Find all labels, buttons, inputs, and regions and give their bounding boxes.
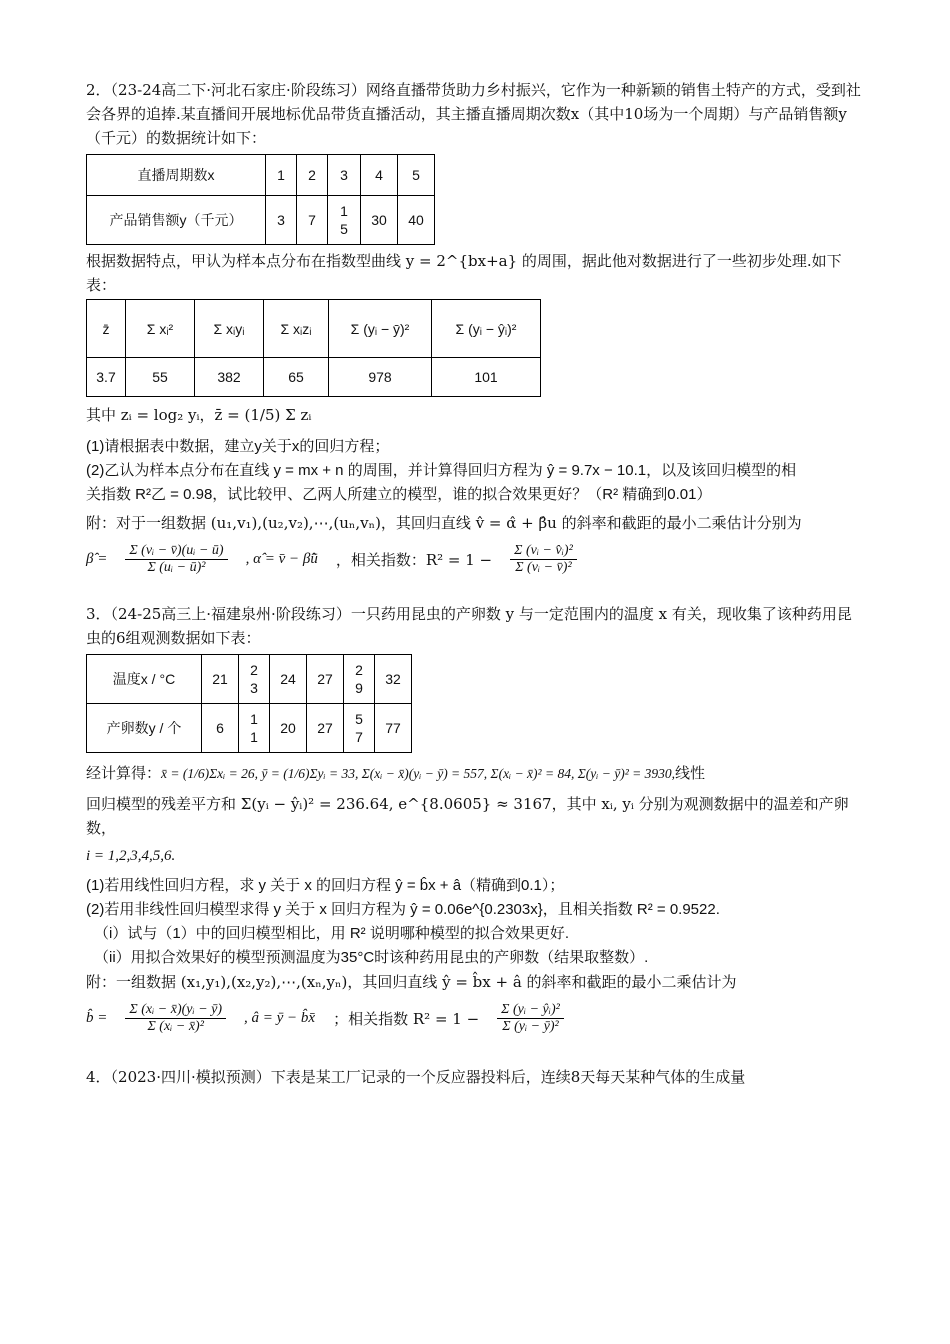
q2-summary-table	[86, 299, 541, 397]
table-row	[87, 300, 541, 358]
q3-part2i: （i）试与（1）中的回归模型相比，用 R² 说明哪种模型的拟合效果更好.	[94, 925, 570, 942]
q3-b-label: b̂ =	[86, 1010, 108, 1026]
q2-appendix: 附：对于一组数据 (u₁,v₁),(u₂,v₂),⋯,(uₙ,vₙ)，其回归直线 v̂ = α̂ + β̂u 的斜率和截距的最小二乘估计分别为	[86, 514, 802, 532]
q2-number: 2．	[86, 81, 111, 99]
q3-intro	[86, 602, 866, 650]
q3-b-numerator: Σ (xᵢ − x̄)(yᵢ − ȳ)	[125, 1002, 226, 1019]
table-row	[87, 196, 435, 245]
q3-resid: 回归模型的残差平方和 Σ(yᵢ − ŷᵢ)² = 236.64, e^{8.0605} ≈ 3167，其中 xᵢ, yᵢ 分别为观测数据中的温差和产卵数，	[86, 795, 849, 837]
table-header-cell: Σ (yᵢ − ŷᵢ)²	[432, 300, 541, 358]
q4-intro-text: 下表是某工厂记录的一个反应器投料后，连续8天每天某种气体的生成量	[270, 1068, 746, 1086]
table-cell: 4	[361, 155, 398, 196]
q3-b-denominator: Σ (xᵢ − x̄)²	[147, 1019, 204, 1034]
table-cell: 5 7	[344, 704, 375, 753]
table-cell: 24	[270, 655, 307, 704]
table-header-cell: Σ xᵢyᵢ	[195, 300, 264, 358]
q3-r2-label: ；相关指数 R² = 1 −	[333, 1010, 480, 1028]
table-cell: 65	[264, 358, 329, 397]
q2-source: （23-24高二下·河北石家庄·阶段练习）	[110, 81, 366, 99]
table-cell: 20	[270, 704, 307, 753]
table-header-cell: 产卵数y / 个	[87, 704, 202, 753]
q2-r2-denominator: Σ (vᵢ − v̄)²	[515, 560, 572, 575]
q3-calc	[86, 761, 866, 786]
table-cell: 3	[328, 155, 361, 196]
q3-calc-suffix: 线性	[674, 764, 705, 782]
q3-data-table	[86, 654, 412, 753]
table-cell: 2 9	[344, 655, 375, 704]
q3-calc-prefix: 经计算得：	[86, 764, 162, 782]
q3-part2ii: （ii）用拟合效果好的模型预测温度为35°C时该种药用昆虫的产卵数（结果取整数）.	[94, 949, 649, 966]
table-cell: 27	[307, 655, 344, 704]
table-cell: 978	[329, 358, 432, 397]
table-cell: 3	[266, 196, 297, 245]
q2-beta-label: β̂ =	[86, 551, 108, 567]
q2-formula	[86, 543, 866, 576]
q3-intro-text: 一只药用昆虫的产卵数 y 与一定范围内的温度 x 有关，现收集了该种药用昆虫的6组观测数据如下表：	[86, 605, 852, 647]
table-cell: 77	[375, 704, 412, 753]
table-cell: 101	[432, 358, 541, 397]
q4-number: 4．	[86, 1068, 111, 1086]
q3-appendix: 附：一组数据 (x₁,y₁),(x₂,y₂),⋯,(xₙ,yₙ)，其回归直线 ŷ = b̂x + â 的斜率和截距的最小二乘估计为	[86, 973, 737, 991]
table-cell: 2 3	[239, 655, 270, 704]
table-header-cell: 温度x / °C	[87, 655, 202, 704]
table-cell: 1 1	[239, 704, 270, 753]
q2-data-table	[86, 154, 435, 245]
q3-r2-numerator: Σ (yᵢ − ŷᵢ)²	[497, 1002, 564, 1019]
table-header-cell: 直播周期数x	[87, 155, 266, 196]
table-cell: 1	[266, 155, 297, 196]
table-row	[87, 655, 412, 704]
q2-part2b: 关指数 R²乙 = 0.98，试比较甲、乙两人所建立的模型，谁的拟合效果更好？（R² 精确到0.01）	[86, 486, 712, 503]
table-cell: 55	[126, 358, 195, 397]
q2-part2a: (2)乙认为样本点分布在直线 y = mx + n 的周围，并计算得回归方程为 ŷ = 9.7x − 10.1，以及该回归模型的相	[86, 462, 797, 479]
table-cell: 382	[195, 358, 264, 397]
table-header-cell: Σ (yᵢ − ȳ)²	[329, 300, 432, 358]
q2-r2-fraction	[510, 543, 577, 576]
q2-text-after-table: 根据数据特点，甲认为样本点分布在指数型曲线 y = 2^{bx+a} 的周围，据此他对数据进行了一些初步处理.如下表：	[86, 252, 842, 294]
table-cell: 2	[297, 155, 328, 196]
table-header-cell: Σ xᵢ²	[126, 300, 195, 358]
q4-source: （2023·四川·模拟预测）	[110, 1068, 271, 1086]
q3-calc-values: x̄ = (1/6)Σxᵢ = 26, ȳ = (1/6)Σyᵢ = 33, Σ(xᵢ − x̄)(yᵢ − ȳ) = 557, Σ(xᵢ − x̄)² = 84, Σ(yᵢ − ȳ)² = 3930,	[161, 766, 675, 781]
q3-a: , â = ȳ − b̂x̄	[244, 1010, 316, 1026]
table-cell: 5	[398, 155, 435, 196]
q2-beta-fraction	[125, 543, 227, 576]
q2-alpha: , α̂ = v̄ − β̂ū	[245, 551, 318, 567]
table-header-cell: Σ xᵢzᵢ	[264, 300, 329, 358]
table-cell: 32	[375, 655, 412, 704]
q2-intro-text: 网络直播带货助力乡村振兴，它作为一种新颖的销售土特产的方式，受到社会各界的追捧.某直播间开展地标优品带货直播活动，其主播直播周期次数x（其中10场为一个周期）与产品销售额y（千元）的数据统计如下：	[86, 81, 861, 147]
q2-r2-label: ，相关指数：R² = 1 −	[335, 551, 493, 569]
table-row	[87, 704, 412, 753]
q3-r2-fraction	[497, 1002, 564, 1035]
q2-beta-numerator: Σ (vᵢ − v̄)(uᵢ − ū)	[125, 543, 227, 560]
table-cell: 7	[297, 196, 328, 245]
document-page	[86, 78, 866, 1093]
question-3	[86, 602, 866, 1035]
table-row	[87, 155, 435, 196]
q3-part1: (1)若用线性回归方程，求 y 关于 x 的回归方程 ŷ = b̂x + â（精确到0.1）；	[86, 877, 565, 894]
q3-formula	[86, 1002, 866, 1035]
q2-r2-numerator: Σ (vᵢ − v̂ᵢ)²	[510, 543, 577, 560]
q3-part2: (2)若用非线性回归模型求得 y 关于 x 回归方程为 ŷ = 0.06e^{0.2303x}，且相关指数 R² = 0.9522.	[86, 901, 720, 918]
table-cell: 30	[361, 196, 398, 245]
question-2	[86, 78, 866, 576]
table-header-cell: 产品销售额y（千元）	[87, 196, 266, 245]
table-cell: 40	[398, 196, 435, 245]
q4-intro	[86, 1065, 866, 1089]
q3-r2-denominator: Σ (yᵢ − ȳ)²	[502, 1019, 559, 1034]
table-cell: 3.7	[87, 358, 126, 397]
q2-where: 其中 zᵢ = log₂ yᵢ，z̄ = (1/5) Σ zᵢ	[86, 406, 312, 424]
q3-number: 3．	[86, 605, 111, 623]
q3-index: i = 1,2,3,4,5,6.	[86, 848, 176, 864]
table-cell: 6	[202, 704, 239, 753]
table-cell: 27	[307, 704, 344, 753]
table-header-cell: z̄	[87, 300, 126, 358]
q2-part1: (1)请根据表中数据，建立y关于x的回归方程；	[86, 438, 390, 455]
q3-source: （24-25高三上·福建泉州·阶段练习）	[110, 605, 351, 623]
question-4	[86, 1065, 866, 1089]
table-row	[87, 358, 541, 397]
q2-intro	[86, 78, 866, 150]
q3-b-fraction	[125, 1002, 226, 1035]
q2-beta-denominator: Σ (uᵢ − ū)²	[147, 560, 206, 575]
table-cell: 1 5	[328, 196, 361, 245]
table-cell: 21	[202, 655, 239, 704]
